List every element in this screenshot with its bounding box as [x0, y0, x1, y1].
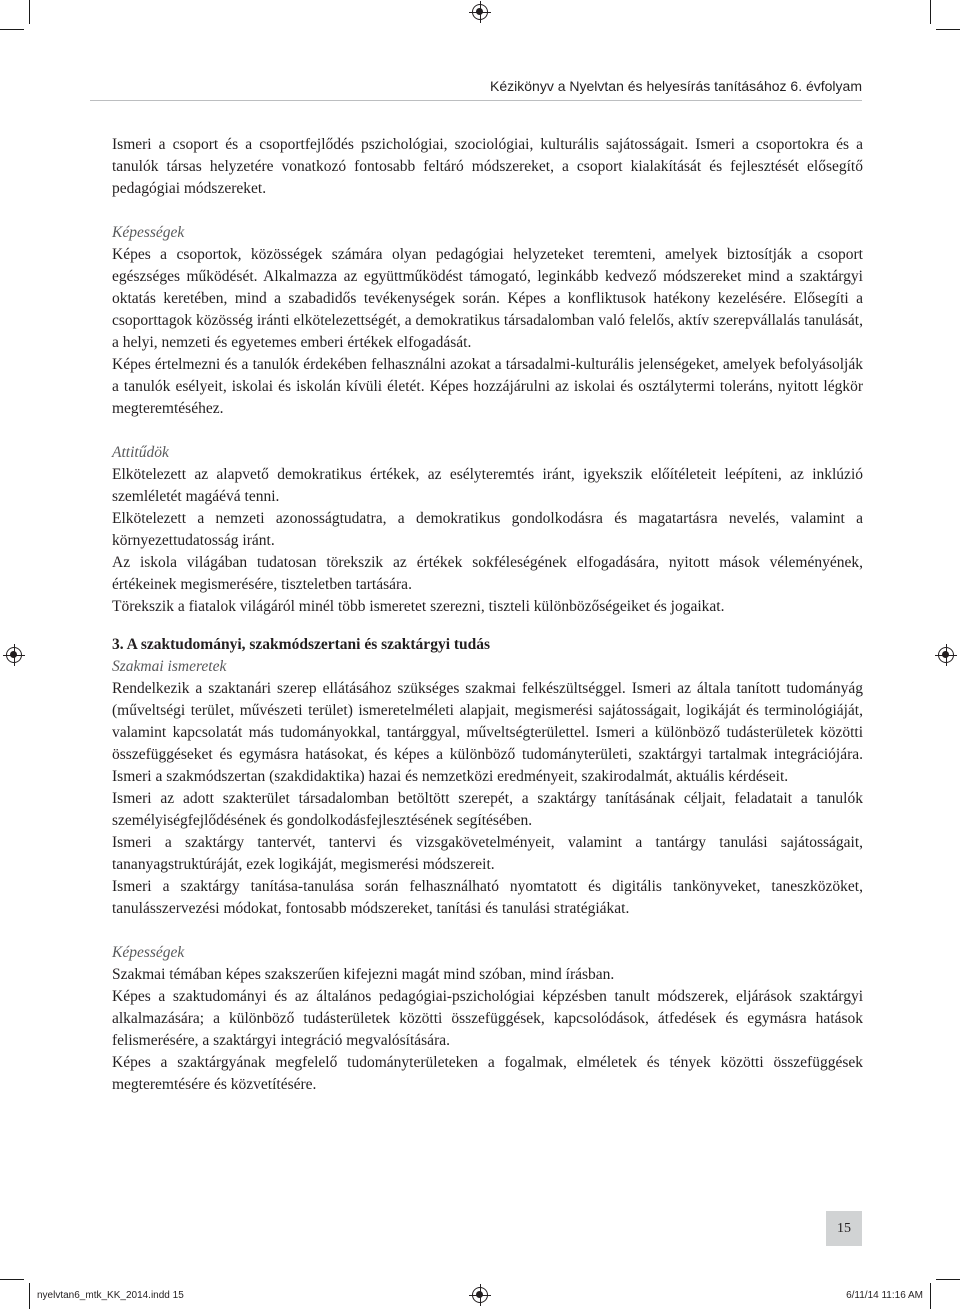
paragraph: Képes a szaktárgyának megfelelő tudományterületeken a fogalmak, elméletek és tények közötti összefüggések megteremtésére és közvetítésére. [112, 1054, 863, 1093]
paragraph: Törekszik a fiatalok világáról minél több ismeretet szerezni, tiszteli különbözőségeiket és jogaikat. [112, 598, 725, 615]
crop-mark [936, 29, 960, 30]
page-number [826, 1211, 862, 1246]
crop-mark [0, 1279, 24, 1280]
slug-filename: nyelvtan6_mtk_KK_2014.indd 15 [37, 1290, 184, 1301]
registration-mark-icon [472, 4, 488, 20]
crop-mark [936, 1279, 960, 1280]
paragraph: Elkötelezett a nemzeti azonosságtudatra, a demokratikus gondolkodásra és magatartásra nevelés, valamint a környezettudatosság iránt. [112, 510, 863, 549]
section-heading-kepessegek: Képességek [112, 224, 185, 241]
section-title: 3. A szaktudományi, szakmódszertani és szaktárgyi tudás [112, 636, 491, 653]
crop-mark [930, 0, 931, 24]
crop-mark [29, 1283, 30, 1309]
intro-paragraph: Ismeri a csoport és a csoportfejlődés pszichológiai, szociológiai, kulturális sajátosságait. Ismeri a csoportokra és a tanulók társas helyzetére vonatkozó fontosabb feltáró módszereket, a csoport kialakítását és fejlesztését elősegítő pedagógiai módszereket. [112, 136, 863, 197]
section-subheading: Szakmai ismeretek [112, 658, 227, 675]
crop-mark [29, 0, 30, 24]
paragraph: Ismeri a szaktárgy tanítása-tanulása során felhasználható nyomtatott és digitális tankönyveket, taneszközöket, tanulásszervezési módokat, fontosabb módszereket, tanítási és tanulási stratégiákat. [112, 878, 863, 917]
page-body [112, 134, 863, 1096]
paragraph: Elkötelezett az alapvető demokratikus értékek, az esélyteremtés iránt, igyekszik előítéleteit leépíteni, az inklúzió szemléletét magáévá tenni. [112, 466, 863, 505]
paragraph: Képes a szaktudományi és az általános pedagógiai-pszichológiai képzésben tanult módszerek, eljárások szaktárgyi alkalmazására; a különböző tudásterületek közötti összefüggések, kapcsolódások, átfedések és egymásra hatások felismerésére, a szaktárgyi integráció megvalósítására. [112, 988, 863, 1049]
slug-timestamp: 6/11/14 11:16 AM [846, 1290, 923, 1301]
section-heading-kepessegek: Képességek [112, 944, 185, 961]
section-heading-attitudok: Attitűdök [112, 444, 169, 461]
paragraph: Ismeri az adott szakterület társadalomban betöltött szerepét, a szaktárgy tanításának céljait, feladatait a tanulók személyiségfejlődésének és gondolkodásfejlesztésének segítésében. [112, 790, 863, 829]
paragraph: Szakmai témában képes szakszerűen kifejezni magát mind szóban, mind írásban. [112, 966, 615, 983]
header-rule [90, 100, 862, 101]
paragraph: Képes a csoportok, közösségek számára olyan pedagógiai helyzeteket teremteni, amelyek biztosítják a csoport egészséges működését. Alkalmazza az együttműködést támogató, leginkább kedvező módszereket mind a szaktárgyi oktatás keretében, mind a szabadidős tevékenységek során. Képes a konfliktusok hatékony kezelésére. Elősegíti a csoporttagok közösség iránti elkötelezettségét, a demokratikus társadalomban való felelős, aktív szerepvállalás tanulását, a helyi, nemzeti és egyetemes emberi értékek elfogadását. [112, 246, 863, 351]
registration-mark-icon [6, 647, 22, 663]
paragraph: Rendelkezik a szaktanári szerep ellátásához szükséges szakmai felkészültséggel. Ismeri az általa tanított tudományág (műveltségi terület, művészeti terület) ismeretelméleti alapjait, megismerési sajátosságait, logikáját és terminológiáját, valamint kapcsolatát más tudományokkal, tantárggyal, műveltségterülettel. Ismeri a különböző tudásterületek közötti összefüggéseket és egymásra hatásokat, és képes a különböző tudományterületi, szaktárgyi tartalmak integrációjára. Ismeri a szakmódszertan (szakdidaktika) hazai és nemzetközi eredményeit, szakirodalmát, aktuális kérdéseit. [112, 680, 863, 785]
paragraph: Az iskola világában tudatosan törekszik az értékek sokféleségének elfogadására, nyitott mások véleményének, értékeinek megismerésére, tiszteletben tartására. [112, 554, 863, 593]
paragraph: Ismeri a szaktárgy tantervét, tantervi és vizsgakövetelményeit, valamint a tantárgy tanulási sajátosságait, tananyagstruktúráját, ezek logikáját, megismerési módszereit. [112, 834, 863, 873]
registration-mark-icon [938, 647, 954, 663]
registration-mark-icon [472, 1287, 488, 1303]
running-header: Kézikönyv a Nyelvtan és helyesírás tanításához 6. évfolyam [490, 78, 862, 94]
crop-mark [930, 1283, 931, 1309]
page-number-text: 15 [837, 1220, 851, 1236]
paragraph: Képes értelmezni és a tanulók érdekében felhasználni azokat a társadalmi-kulturális jelenségeket, amelyek befolyásolják a tanulók esélyeit, iskolai és iskolán kívüli életét. Képes hozzájárulni az iskolai és osztálytermi toleráns, nyitott légkör megteremtéséhez. [112, 356, 863, 417]
crop-mark [0, 29, 24, 30]
